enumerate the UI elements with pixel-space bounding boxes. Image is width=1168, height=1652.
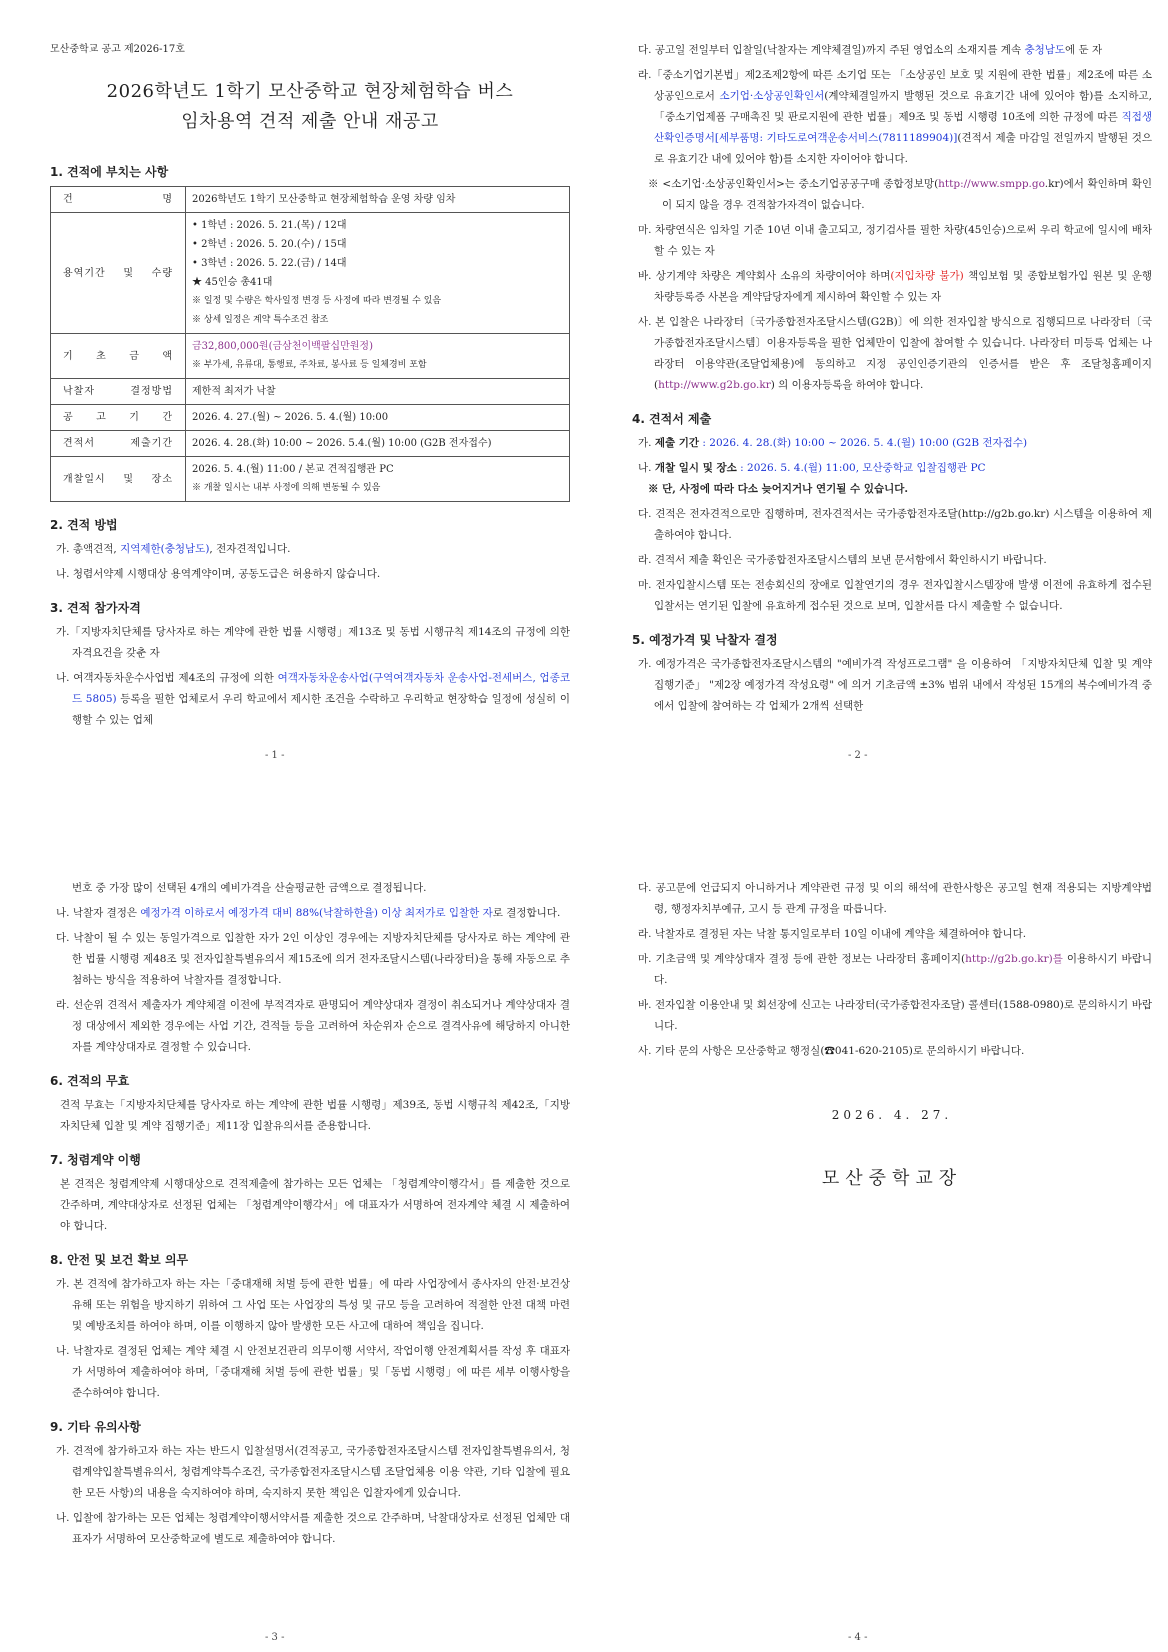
- principal-signature: 모산중학교장: [821, 1168, 963, 1189]
- list-item: 가. 본 견적에 참가하고자 하는 자는「중대재해 처벌 등에 관한 법률」에 따라 사업장에서 종사자의 안전·보건상 유해 또는 위험을 방지하기 위하여 그 사업 또는 사업장의 특성 및 규모 등을 고려하여 적절한 안전 대책 마련 및 예방조치를 하여야 하며, 이를 이행하지 않아 발생한 모든 사고에 대하여 책임을 집니다.: [56, 1278, 570, 1332]
- page-number: - 3 -: [265, 1632, 285, 1643]
- row-value: 2026학년도 1학기 모산중학교 현장체험학습 운영 차량 임차: [186, 187, 570, 213]
- row-header: 용역기간 및 수량: [51, 213, 186, 334]
- table-row: [51, 457, 570, 502]
- list-item: 다. 공고일 전일부터 입찰일(낙찰자는 계약체결일)까지 주된 영업소의 소재지를 계속 충청남도에 둔 자: [638, 44, 1103, 56]
- title-line-1: 2026학년도 1학기 모산중학교 현장체험학습 버스: [106, 81, 514, 102]
- section-4-heading: 4. 견적서 제출: [632, 412, 712, 426]
- note: ※ <소기업·소상공인확인서>는 중소기업공공구매 종합정보망(http://www.smpp.go.kr)에서 확인하며 확인이 되지 않을 경우 견적참가자격이 없습니다.: [648, 178, 1152, 211]
- page-1: [50, 40, 570, 735]
- title-line-2: 임차용역 견적 제출 안내 재공고: [181, 111, 439, 132]
- list-item: 나. 입찰에 참가하는 모든 업체는 청렴계약이행서약서를 제출한 것으로 간주하며, 낙찰대상자로 선정된 업체만 대표자가 서명하여 모산중학교에 별도로 제출하여야 합니다.: [56, 1512, 570, 1545]
- row-header: 건 명: [51, 187, 186, 213]
- section-7-heading: 7. 청렴계약 이행: [50, 1153, 141, 1167]
- table-row: [51, 431, 570, 457]
- row-value: 제한적 최저가 낙찰: [186, 379, 570, 405]
- g2b-link[interactable]: http://www.g2b.go.kr: [658, 379, 771, 391]
- list-item: 바. 상기계약 차량은 계약회사 소유의 차량이어야 하며(지입차량 불가) 책임보험 및 종합보험가입 원본 및 운행 차량등록증 사본을 계약담당자에게 제시하여 확인할 수 있는 자: [638, 270, 1152, 303]
- list-item: 가.「지방자치단체를 당사자로 하는 계약에 관한 법률 시행령」제13조 및 동법 시행규칙 제14조의 규정에 의한 자격요건을 갖춘 자: [56, 626, 570, 659]
- list-item: 사. 기타 문의 사항은 모산중학교 행정실(☎041-620-2105)로 문의하시기 바랍니다.: [638, 1045, 1025, 1057]
- section-text: 견적 무효는「지방자치단체를 당사자로 하는 계약에 관한 법률 시행령」제39조, 동법 시행규칙 제42조,「지방자치단체 입찰 및 계약 집행기준」제11장 입찰유의서를 준용합니다.: [60, 1099, 570, 1132]
- g2b-link[interactable]: http://g2b.go.kr)를: [965, 953, 1063, 965]
- list-item: 라. 낙찰자로 결정된 자는 낙찰 통지일로부터 10일 이내에 계약을 체결하여야 합니다.: [638, 928, 1027, 940]
- list-item: 가. 제출 기간 : 2026. 4. 28.(화) 10:00 ~ 2026. 5. 4.(월) 10:00 (G2B 전자접수): [638, 437, 1028, 449]
- row-header: 낙찰자 결정방법: [51, 379, 186, 405]
- table-row: [51, 334, 570, 379]
- table-row: [51, 379, 570, 405]
- section-1-heading: 1. 견적에 부치는 사항: [50, 165, 169, 179]
- list-item: 라. 선순위 견적서 제출자가 계약체결 이전에 부적격자로 판명되어 계약상대자 결정이 취소되거나 계약상대자 결정 대상에서 제외한 경우에는 사업 기간, 견적들 등을 고려하여 차순위자 순으로 결격사유에 해당하지 아니한 자를 계약상대자로 결정할 수 있습니다.: [56, 999, 570, 1053]
- list-item: 사. 본 입찰은 나라장터〔국가종합전자조달시스템(G2B)〕에 의한 전자입찰 방식으로 집행되므로 나라장터〔국가종합전자조달시스템〕이용자등록을 필한 업체만이 입찰에 참여할 수 있습니다. 나라장터 미등록 업체는 나라장터 이용약관(조달업체용)에 동의하고 지정 공인인증기관의 인증서를 받은 후 조달청홈페이지(http://www.g2b.go.kr) 의 이용자등록을 하여야 합니다.: [638, 316, 1152, 391]
- row-header: 개찰일시 및 장소: [51, 457, 186, 502]
- list-item: 가. 예정가격은 국가종합전자조달시스템의 "예비가격 작성프로그램" 을 이용하여 「지방자치단체 입찰 및 계약 집행기준」 "제2장 예정가격 작성요령" 에 의거 기초금액 ±3% 범위 내에서 작성된 15개의 복수예비가격 중에서 입찰에 참여하는 각 업체가 2개씩 선택한: [638, 658, 1152, 712]
- notice-date: 2026. 4. 27.: [831, 1108, 953, 1122]
- row-header: 기 초 금 액: [51, 334, 186, 379]
- section-9-heading: 9. 기타 유의사항: [50, 1420, 141, 1434]
- note: ※ 단, 사정에 따라 다소 늦어지거나 연기될 수 있습니다.: [648, 483, 909, 495]
- list-item: 나. 낙찰자 결정은 예정가격 이하로서 예정가격 대비 88%(낙찰하한율) 이상 최저가로 입찰한 자로 결정합니다.: [56, 907, 561, 919]
- list-item: 라. 견적서 제출 확인은 국가종합전자조달시스템의 보낸 문서함에서 확인하시기 바랍니다.: [638, 554, 1047, 566]
- row-value: 2026. 4. 27.(월) ~ 2026. 5. 4.(월) 10:00: [186, 405, 570, 431]
- list-item: 라.「중소기업기본법」제2조제2항에 따른 소기업 또는 「소상공인 보호 및 지원에 관한 법률」제2조에 따른 소상공인으로서 소기업·소상공인확인서(계약체결일까지 발행된 것으로 유효기간 내에 있어야 함)를 소지하고, 「중소기업제품 구매촉진 및 판로지원에 관한 법률」제9조 및 동법 시행령 10조에 의한 규정에 따른 직접생산확인증명서[세부품명: 기타도로여객운송서비스(7811189904)](견적서 제출 마감일 전일까지 발행된 것으로 유효기간 내에 있어야 함)를 소지한 자이어야 합니다.: [638, 69, 1152, 165]
- row-value: 2026. 5. 4.(월) 11:00 / 본교 견적집행관 PC ※ 개찰 일시는 내부 사정에 의해 변동될 수 있음: [186, 457, 570, 502]
- list-item: 바. 전자입찰 이용안내 및 회선장에 신고는 나라장터(국가종합전자조달) 콜센터(1588-0980)로 문의하시기 바랍니다.: [638, 999, 1152, 1032]
- page-number: - 1 -: [265, 750, 285, 761]
- list-item: 다. 낙찰이 될 수 있는 동일가격으로 입찰한 자가 2인 이상인 경우에는 지방자치단체를 당사자로 하는 계약에 관한 법률 시행령 제48조 및 전자입찰특별유의서 제15조에 의거 전자조달시스템(나라장터)을 통해 자동으로 추첨하는 방식을 적용하여 낙찰자를 결정합니다.: [56, 932, 570, 986]
- doc-number: 모산중학교 공고 제2026-17호: [50, 44, 185, 55]
- list-item: 나. 여객자동차운수사업법 제4조의 규정에 의한 여객자동차운송사업(구역여객자동차 운송사업-전세버스, 업종코드 5805) 등록을 필한 업체로서 우리 학교에서 제시한 조건을 수락하고 우리학교 현장학습 일정에 성실히 이행할 수 있는 업체: [56, 672, 570, 726]
- overview-table: [50, 186, 570, 502]
- row-value: 2026. 4. 28.(화) 10:00 ~ 2026. 5.4.(월) 10:00 (G2B 전자접수): [186, 431, 570, 457]
- list-item: 마. 기초금액 및 계약상대자 결정 등에 관한 정보는 나라장터 홈페이지(http://g2b.go.kr)를 이용하시기 바랍니다.: [638, 953, 1152, 986]
- table-row: [51, 187, 570, 213]
- list-item: 나. 청렴서약제 시행대상 용역계약이며, 공동도급은 허용하지 않습니다.: [56, 568, 381, 580]
- row-header: 견적서 제출기간: [51, 431, 186, 457]
- base-amount: 금32,800,000원(금삼천이백팔십만원정): [192, 341, 373, 352]
- list-item: 마. 차량연식은 임차일 기준 10년 이내 출고되고, 정기검사를 필한 차량(45인승)으로써 우리 학교에 일시에 배차할 수 있는 자: [638, 224, 1152, 257]
- list-item: 나. 개찰 일시 및 장소 : 2026. 5. 4.(월) 11:00, 모산중학교 입찰집행관 PC: [638, 462, 986, 474]
- page-2: [632, 40, 1152, 721]
- list-item: 가. 총액견적, 지역제한(충청남도), 전자견적입니다.: [56, 543, 291, 555]
- page-number: - 2 -: [848, 750, 868, 761]
- table-row: [51, 405, 570, 431]
- section-2-heading: 2. 견적 방법: [50, 518, 118, 532]
- section-6-heading: 6. 견적의 무효: [50, 1074, 130, 1088]
- page-title: [50, 77, 570, 137]
- row-value: • 1학년 : 2026. 5. 21.(목) / 12대 • 2학년 : 2026. 5. 20.(수) / 15대 • 3학년 : 2026. 5. 22.(금) / 14대 ★ 45인승 총41대 ※ 일정 및 수량은 학사일정 변경 등 사정에 따라 변경될 수 있음 ※ 상세 일정은 계약 특수조건 참조: [186, 213, 570, 334]
- list-item: 가. 견적에 참가하고자 하는 자는 반드시 입찰설명서(견적공고, 국가종합전자조달시스템 전자입찰특별유의서, 청렴계약입찰특별유의서, 청렴계약특수조건, 국가종합전자조달시스템 조달업체용 이용 약관, 기타 입찰에 필요한 모든 사항)의 내용을 숙지하여야 하며, 숙지하지 못한 책임은 입찰자에게 있습니다.: [56, 1445, 570, 1499]
- page-number: - 4 -: [848, 1632, 868, 1643]
- smpp-link[interactable]: http://www.smpp.go: [938, 178, 1045, 190]
- table-row: [51, 213, 570, 334]
- list-item: 마. 전자입찰시스템 또는 전송회신의 장애로 입찰연기의 경우 전자입찰시스템장애 발생 이전에 유효하게 접수된 입찰서는 연기된 입찰에 유효하게 접수된 것으로 보며, 입찰서를 다시 제출할 수 없습니다.: [638, 579, 1152, 612]
- row-value: 금32,800,000원(금삼천이백팔십만원정) ※ 부가세, 유류대, 통행료, 주차료, 봉사료 등 일체경비 포함: [186, 334, 570, 379]
- page-4: [632, 878, 1152, 1190]
- page-3: [50, 878, 570, 1554]
- section-text: 본 견적은 청렴계약제 시행대상으로 견적제출에 참가하는 모든 업체는 「청렴계약이행각서」를 제출한 것으로 간주하며, 계약대상자로 선정된 업체는 「청렴계약이행각서」에 대표자가 서명하여 전자계약 체결 시 제출하여야 합니다.: [60, 1178, 570, 1232]
- list-item-continued: 번호 중 가장 많이 선택된 4개의 예비가격을 산술평균한 금액으로 결정됩니다.: [72, 882, 427, 894]
- list-item: 다. 공고문에 언급되지 아니하거나 계약관련 규정 및 이의 해석에 관한사항은 공고일 현재 적용되는 지방계약법령, 행정자치부예규, 고시 등 관계 규정을 따릅니다.: [638, 882, 1152, 915]
- list-item: 나. 낙찰자로 결정된 업체는 계약 체결 시 안전보건관리 의무이행 서약서, 작업이행 안전계획서를 작성 후 대표자가 서명하여 제출하여야 하며,「중대재해 처벌 등에 관한 법률」및「동법 시행령」에 따른 세부 이행사항을 준수하여야 합니다.: [56, 1345, 570, 1399]
- list-item: 다. 견적은 전자견적으로만 집행하며, 전자견적서는 국가종합전자조달(http://g2b.go.kr) 시스템을 이용하여 제출하여야 합니다.: [638, 508, 1152, 541]
- row-header: 공 고 기 간: [51, 405, 186, 431]
- section-5-heading: 5. 예정가격 및 낙찰자 결정: [632, 633, 778, 647]
- section-3-heading: 3. 견적 참가자격: [50, 601, 141, 615]
- section-8-heading: 8. 안전 및 보건 확보 의무: [50, 1253, 189, 1267]
